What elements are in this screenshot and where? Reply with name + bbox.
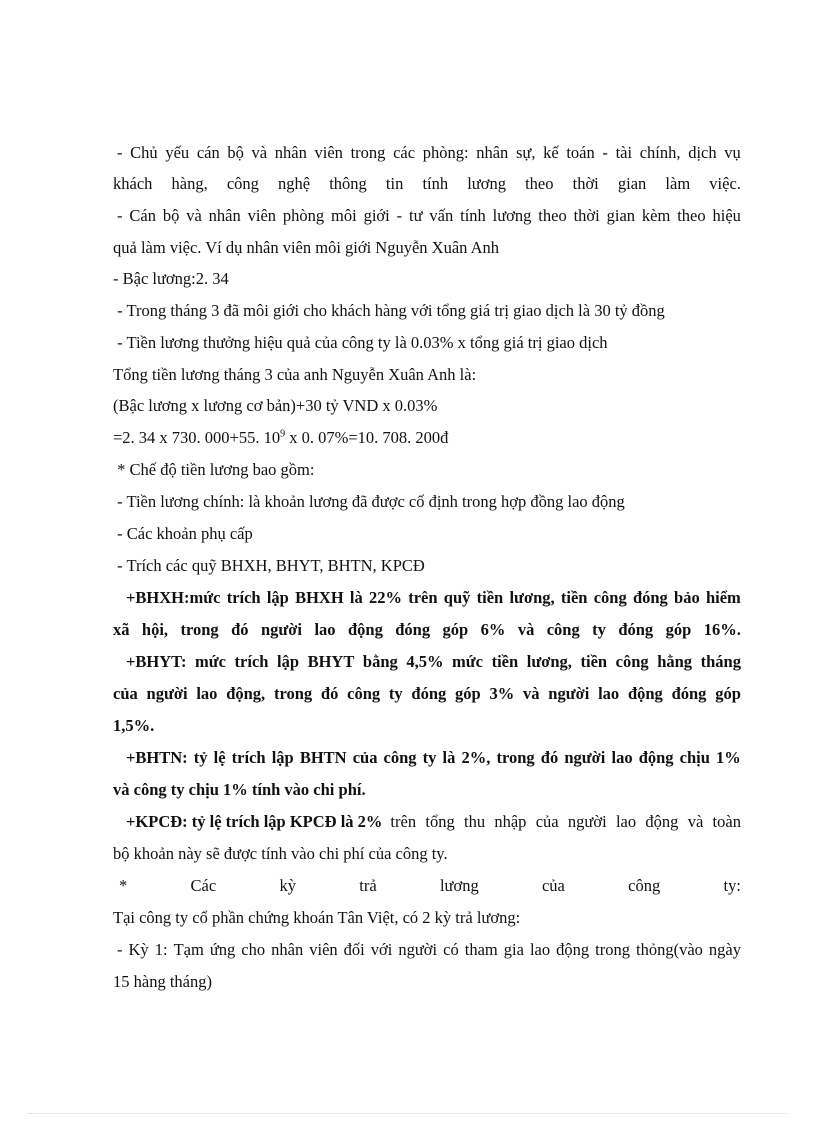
word: trích xyxy=(234,652,269,671)
word: gia xyxy=(503,940,524,959)
word: trên xyxy=(408,588,438,607)
line-14: - Trích các quỹ BHXH, BHYT, BHTN, KPCĐ xyxy=(113,556,425,575)
word: nhân xyxy=(476,143,509,162)
word: công xyxy=(615,652,649,671)
word: bộ xyxy=(227,143,244,162)
word: theo xyxy=(538,206,567,225)
word: hiệu xyxy=(712,206,741,225)
word: cho xyxy=(241,940,266,959)
word: lao xyxy=(598,684,620,703)
word: của xyxy=(352,748,378,767)
word: BHTN xyxy=(299,748,347,767)
word: * xyxy=(119,876,128,895)
word: viên xyxy=(314,143,343,162)
word: trong xyxy=(496,748,535,767)
word: - xyxy=(117,940,123,959)
line-27: 15 hàng tháng) xyxy=(113,972,212,991)
word: lương xyxy=(467,174,506,193)
line-6: - Trong tháng 3 đã môi giới cho khách hàng với tổng giá trị giao dịch là 30 tỷ đồng xyxy=(113,301,665,320)
word: có xyxy=(443,940,459,959)
word: hiểm xyxy=(705,588,741,607)
word: đóng xyxy=(618,620,654,639)
word: góp xyxy=(665,620,692,639)
line-23: bộ khoản này sẽ được tính vào chi phí của công ty. xyxy=(113,844,448,863)
line-15-bhxh xyxy=(126,587,741,609)
word: +BHTN: xyxy=(126,748,188,767)
word: động xyxy=(645,812,679,831)
line-2 xyxy=(113,173,741,195)
line-20-bhtn xyxy=(126,747,741,769)
word: động xyxy=(556,940,590,959)
word: trong xyxy=(180,620,219,639)
word: - xyxy=(117,206,123,225)
word: lao xyxy=(196,684,218,703)
word: quỹ xyxy=(443,588,471,607)
word: BHYT xyxy=(307,652,355,671)
line-13: - Các khoản phụ cấp xyxy=(113,524,253,543)
word: Tạm xyxy=(173,940,204,959)
word: đó xyxy=(320,684,339,703)
word: lương xyxy=(439,876,479,895)
line-21: và công ty chịu 1% tính vào chi phí. xyxy=(113,780,366,799)
page-bottom-border xyxy=(28,1113,788,1114)
word: phòng xyxy=(282,206,325,225)
word: động xyxy=(347,620,383,639)
line-22-kpcd xyxy=(126,811,741,833)
word: lương xyxy=(492,206,532,225)
word: - xyxy=(396,206,403,225)
word: khách xyxy=(113,174,153,193)
word: lệ xyxy=(213,748,226,767)
word: làm xyxy=(665,174,691,193)
word: 1% xyxy=(716,748,741,767)
word: kế xyxy=(543,143,559,162)
word: môi xyxy=(331,206,357,225)
word: đóng xyxy=(632,588,668,607)
word: và xyxy=(523,684,540,703)
line-24 xyxy=(113,875,741,897)
word: ngày xyxy=(708,940,741,959)
word: toán xyxy=(566,143,595,162)
word: mức xyxy=(452,652,484,671)
word: thỏng(vào xyxy=(636,940,703,959)
word: bằng xyxy=(362,652,398,671)
word: động xyxy=(627,684,663,703)
word: tỷ xyxy=(193,748,208,767)
line-11: * Chế độ tiền lương bao gồm: xyxy=(113,460,315,479)
word: Kỳ xyxy=(128,940,149,959)
kpcd-rest xyxy=(390,811,741,833)
word: tiền xyxy=(491,652,519,671)
word: trong xyxy=(595,940,630,959)
line-7: - Tiền lương thưởng hiệu quả của công ty là 0.03% x tổng giá trị giao dịch xyxy=(113,333,608,352)
word: trích xyxy=(231,748,266,767)
line-10-formula xyxy=(113,427,741,449)
word: là xyxy=(349,588,363,607)
word: tư xyxy=(409,206,423,225)
formula-exponent: 9 xyxy=(280,428,286,440)
word: cán xyxy=(196,143,220,162)
word: người xyxy=(564,748,606,767)
line-16 xyxy=(113,619,741,641)
word: đóng xyxy=(395,620,431,639)
word: hằng xyxy=(657,652,693,671)
word: thông xyxy=(329,174,367,193)
word: và xyxy=(186,206,202,225)
word: của xyxy=(113,684,138,703)
word: tiền xyxy=(560,588,588,607)
word: tính xyxy=(460,206,486,225)
word: dịch xyxy=(688,143,717,162)
word: người xyxy=(548,684,590,703)
word: lập xyxy=(277,652,300,671)
line-9: (Bậc lương x lương cơ bản)+30 tỷ VND x 0.03% xyxy=(113,396,438,415)
word: chính, xyxy=(639,143,681,162)
word: việc. xyxy=(709,174,741,193)
word: Cán xyxy=(129,206,156,225)
word: 16%. xyxy=(703,620,741,639)
word: đó xyxy=(540,748,559,767)
word: chịu xyxy=(679,748,710,767)
word: sự, xyxy=(515,143,536,162)
word: thu xyxy=(463,812,486,831)
word: nhân xyxy=(208,206,241,225)
word: đóng xyxy=(671,684,707,703)
word: động xyxy=(638,748,674,767)
word: thời xyxy=(572,174,599,193)
word: viên xyxy=(309,940,338,959)
word: lập xyxy=(271,748,294,767)
word: nhân xyxy=(274,143,307,162)
word: tiền xyxy=(476,588,504,607)
word: người xyxy=(146,684,188,703)
word: toàn xyxy=(712,812,741,831)
line-18 xyxy=(113,683,741,705)
word: góp xyxy=(715,684,741,703)
word: viên xyxy=(247,206,277,225)
word: tài xyxy=(615,143,633,162)
word: vấn xyxy=(429,206,454,225)
word: đóng xyxy=(411,684,447,703)
word: nhân xyxy=(271,940,304,959)
word: Chủ xyxy=(130,143,158,162)
word: trích xyxy=(226,588,261,607)
word: gian xyxy=(617,174,647,193)
word: 22% xyxy=(369,588,402,607)
line-19: 1,5%. xyxy=(113,716,155,735)
word: và xyxy=(517,620,535,639)
word: của xyxy=(541,876,565,895)
word: thời xyxy=(573,206,600,225)
word: là xyxy=(442,748,456,767)
word: bộ xyxy=(162,206,180,225)
formula-part-b: x 0. 07%=10. 708. 200đ xyxy=(285,428,449,447)
word: Các xyxy=(190,876,217,895)
word: 4,5% xyxy=(406,652,444,671)
word: nhập xyxy=(494,812,527,831)
word: +BHXH:mức xyxy=(126,588,221,607)
word: 3% xyxy=(489,684,515,703)
word: công xyxy=(347,684,381,703)
word: lao xyxy=(615,812,637,831)
word: gian xyxy=(606,206,636,225)
word: ty xyxy=(422,748,437,767)
word: tin xyxy=(385,174,404,193)
line-12: - Tiền lương chính: là khoản lương đã được cố định trong hợp đồng lao động xyxy=(113,492,625,511)
word: hàng, xyxy=(171,174,208,193)
word: công xyxy=(593,588,627,607)
word: lao xyxy=(611,748,633,767)
line-5: - Bậc lương:2. 34 xyxy=(113,269,229,288)
word: - xyxy=(117,143,123,162)
line-1 xyxy=(113,142,741,164)
word: người xyxy=(567,812,607,831)
word: nghệ xyxy=(278,174,311,193)
word: phòng: xyxy=(422,143,469,162)
word: trên xyxy=(390,812,417,831)
word: ứng xyxy=(209,940,236,959)
word: hội, xyxy=(141,620,169,639)
word: đối xyxy=(343,940,365,959)
word: lao xyxy=(314,620,336,639)
word: kèm xyxy=(641,206,671,225)
line-4: quả làm việc. Ví dụ nhân viên môi giới Nguyễn Xuân Anh xyxy=(113,238,500,257)
word: tháng xyxy=(700,652,741,671)
word: ty xyxy=(592,620,606,639)
word: các xyxy=(393,143,416,162)
word: theo xyxy=(677,206,706,225)
word: xã xyxy=(113,620,130,639)
word: động, xyxy=(226,684,266,703)
word: 1: xyxy=(154,940,168,959)
word: góp xyxy=(442,620,469,639)
word: và xyxy=(687,812,704,831)
word: công xyxy=(546,620,580,639)
word: và xyxy=(251,143,268,162)
word: tiền xyxy=(580,652,608,671)
word: tính xyxy=(422,174,449,193)
word: bảo xyxy=(674,588,700,607)
word: tham xyxy=(464,940,498,959)
word: kỳ xyxy=(279,876,296,895)
word: theo xyxy=(525,174,554,193)
line-3 xyxy=(113,205,741,227)
word: +BHYT: xyxy=(126,652,187,671)
word: đó xyxy=(231,620,249,639)
word: người xyxy=(398,940,438,959)
word: lương, xyxy=(526,652,572,671)
word: yếu xyxy=(165,143,190,162)
word: lao xyxy=(529,940,551,959)
word: ty: xyxy=(723,876,741,895)
word: công xyxy=(383,748,417,767)
line-17-bhyt xyxy=(126,651,741,673)
word: của xyxy=(535,812,559,831)
word: người xyxy=(260,620,303,639)
word: trong xyxy=(273,684,313,703)
word: BHXH xyxy=(295,588,344,607)
word: lương, xyxy=(509,588,555,607)
word: tổng xyxy=(425,812,455,831)
word: trả xyxy=(359,876,377,895)
word: - xyxy=(602,143,608,162)
word: mức xyxy=(195,652,226,671)
word: với xyxy=(370,940,393,959)
word: vụ xyxy=(724,143,741,162)
word: giới xyxy=(363,206,390,225)
word: công xyxy=(226,174,259,193)
kpcd-bold-lead: +KPCĐ: tỷ lệ trích lập KPCĐ là 2% xyxy=(126,812,383,831)
word: 6% xyxy=(480,620,506,639)
word: 2%, xyxy=(461,748,491,767)
word: ty xyxy=(388,684,403,703)
line-8: Tổng tiền lương tháng 3 của anh Nguyễn Xuân Anh là: xyxy=(113,365,477,384)
formula-part-a: =2. 34 x 730. 000+55. 10 xyxy=(113,428,281,447)
word: lập xyxy=(266,588,289,607)
line-25: Tại công ty cổ phần chứng khoán Tân Việt, có 2 kỳ trả lương: xyxy=(113,908,521,927)
word: góp xyxy=(455,684,481,703)
line-26 xyxy=(113,939,741,961)
word: trong xyxy=(350,143,386,162)
word: công xyxy=(628,876,661,895)
